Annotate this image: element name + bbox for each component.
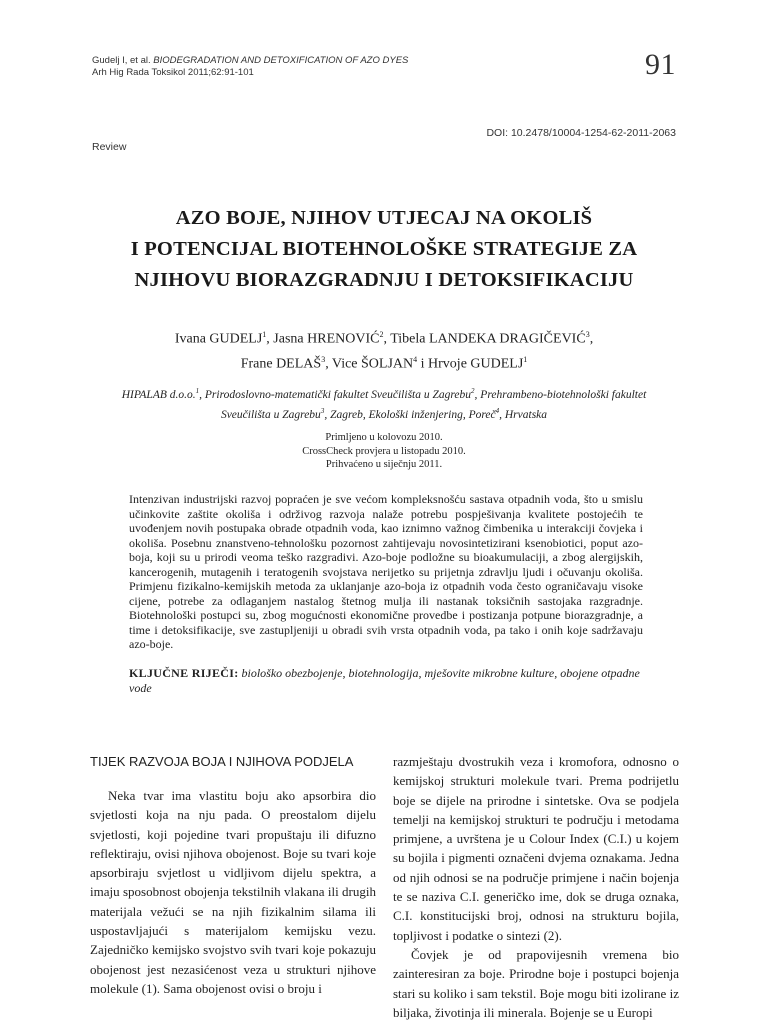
abstract: Intenzivan industrijski razvoj popraćen je sve većom kompleksnošću sastava otpadnih voda, što u smislu učinkovite zaštite okoliša i održivog razvoja nalaže potrebu pospješivanja kvalitete postojećih te uvođenjem novih postupaka obrade otpadnih voda, kao iznimno važnog čimbenika u interakciji čovjeka i okoliša. Posebnu znanstveno-tehnološku pozornost zahtijevaju novosintetizirani ksenobiotici, poput azo-boja, koji su u prirodi veoma teško razgradivi. Azo-boje podložne su bioakumulaciji, a zbog alergijskih, kancerogenih, mutagenih i teratogenih svojstava nerijetko su prijetnja zdravlju ljudi i očuvanju okoliša. Primjenu fizikalno-kemijskih metoda za uklanjanje azo-boja iz otpadnih voda često ograničavaju visoke cijene, potrebe za odlaganjem nastalog štetnog mulja ili nastanak toksičnih sastojaka razgradnje. Biotehnološki postupci su, zbog mogućnosti ekonomične provedbe i postizanja potpune biorazgradnje, a time i detoksifikacije, sve zastupljeniji u obradi svih vrsta otpadnih voda, pa tako i onih koje sadržavaju azo-boje. bbox=[129, 492, 643, 651]
title-line: I POTENCIJAL BIOTEHNOLOŠKE STRATEGIJE ZA bbox=[130, 238, 638, 260]
article-title bbox=[60, 203, 708, 296]
header-journal: Arh Hig Rada Toksikol 2011;62:91-101 bbox=[92, 67, 254, 78]
author-line: Frane DELAŠ$^3$, Vice ŠOLJAN$^4$ i Hrvoje GUDELJ$^1$ bbox=[240, 354, 528, 372]
author-line: Ivana GUDELJ$^1$, Jasna HRENOVIĆ$^2$, Tibela LANDEKA DRAGIČEVIĆ$^3$, bbox=[174, 330, 594, 347]
date-received: Primljeno u kolovozu 2010. bbox=[325, 432, 443, 443]
header-short-title: BIODEGRADATION AND DETOXIFICATION OF AZO DYES bbox=[153, 55, 409, 66]
keywords-label: KLJUČNE RIJEČI: bbox=[129, 666, 239, 680]
manuscript-dates bbox=[200, 431, 568, 472]
doi[interactable]: DOI: 10.2478/10004-1254-62-2011-2063 bbox=[486, 127, 676, 139]
section-heading: TIJEK RAZVOJA BOJA I NJIHOVA PODJELA bbox=[90, 754, 354, 769]
page-number: 91 bbox=[645, 48, 676, 81]
date-accepted: Prihvaćeno u siječnju 2011. bbox=[325, 459, 443, 470]
author-list bbox=[80, 325, 688, 374]
body-paragraph: Neka tvar ima vlastitu boju ako apsorbira dio svjetlosti koja na nju pada. O preostalom dijelu svjetlosti, koji pojedine tvari propuštaju ili difuzno reflektiraju, ovisi njihova obojenost. Boje su tvari koje apsorbiraju svjetlost u vidljivom dijelu spektra, a imaju sposobnost obojenja tekstilnih vlakana ili drugih materijala vežući se na njih fizikalnim silama ili uspostavljajući s materijalom kemijsku vezu. Zajedničko kemijsko svojstvo svih tvari koje pokazuju obojenost jest nezasićenost veza u strukturi njihove molekule (1). Sama obojenost ovisi o broju i bbox=[90, 788, 376, 996]
keywords bbox=[129, 666, 643, 696]
body-column-right bbox=[393, 752, 679, 1022]
body-paragraph: Čovjek je od prapovijesnih vremena bio zainteresiran za boje. Prirodne boje i postupci bojenja stari su koliko i sam tekstil. Boje mogu biti izolirane iz biljaka, životinja ili minerala. Bojenje se u Europi bbox=[393, 946, 679, 1020]
title-line: NJIHOVU BIORAZGRADNJU I DETOKSIFIKACIJU bbox=[134, 269, 634, 291]
body-paragraph: razmještaju dvostrukih veza i kromofora, odnosno o kemijskoj strukturi molekule tvari. Prema podrijetlu boje se dijele na prirodne i sintetske. Ova se podjela temelji na kemijskoj strukturi te području i metodama primjene, a uvrštena je u Colour Index (C.I.) u kojem su bojila i pigmenti označeni dvjema oznakama. Jedna od njih odnosi se na područje primjene i način bojenja te se naziva C.I. generičko ime, dok se druga oznaka, C.I. konstitucijski broj, odnosi na strukturu bojila, topljivost i podatke o sintezi (2). bbox=[393, 754, 679, 943]
date-crosscheck: CrossCheck provjera u listopadu 2010. bbox=[302, 445, 466, 457]
body-column-left bbox=[90, 752, 376, 998]
header-citation: Gudelj I, et al. BIODEGRADATION AND DETOXIFICATION OF AZO DYES bbox=[92, 55, 409, 66]
title-line: AZO BOJE, NJIHOV UTJECAJ NA OKOLIŠ bbox=[175, 207, 593, 229]
article-type: Review bbox=[92, 141, 127, 153]
keywords-value: biološko obezbojenje, biotehnologija, mješovite mikrobne kulture, obojene otpadne vode bbox=[129, 666, 640, 695]
running-header bbox=[92, 55, 408, 79]
affiliations: HIPALAB d.o.o.$^1$, Prirodoslovno-matematički fakultet Sveučilišta u Zagrebu$^2$, Prehrambeno-biotehnološki fakultet Sveučilišta u Zagrebu$^3$, Zagreb, Ekološki inženjering, Poreč$^4$, Hrvatska bbox=[121, 387, 647, 421]
